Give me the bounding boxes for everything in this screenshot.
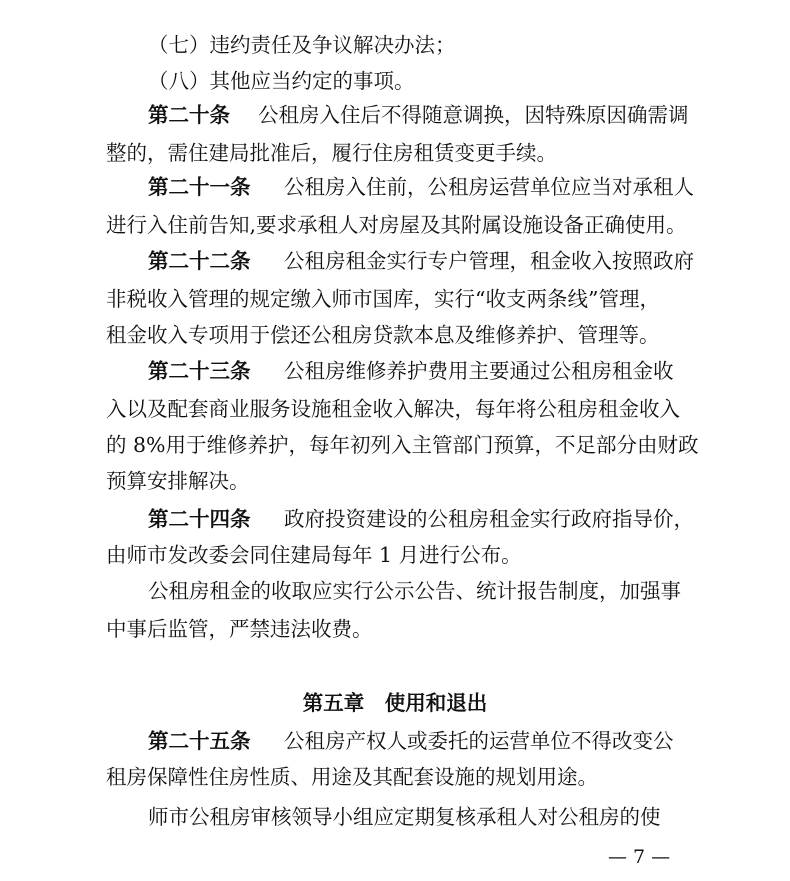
text-line: 公租房入住前，公租房运营单位应当对承租人: [284, 175, 694, 199]
text-line: 入以及配套商业服务设施租金收入解决，每年将公租房租金收入: [106, 397, 680, 421]
text-line: 公租房租金实行专户管理，租金收入按照政府: [284, 249, 694, 273]
text-line: 进行入住前告知,要求承租人对房屋及其附属设施设备正确使用。: [106, 213, 687, 237]
text-line: 整的，需住建局批准后，履行住房租赁变更手续。: [106, 141, 557, 165]
text-line: （八）其他应当约定的事项。: [148, 69, 415, 93]
text-line: 预算安排解决。: [106, 469, 250, 493]
text-line: 租金收入专项用于偿还公租房贷款本息及维修养护、管理等。: [106, 323, 660, 347]
article-label: 第二十四条: [148, 507, 251, 531]
chapter-heading: 第五章 使用和退出: [302, 691, 488, 715]
page-number: — 7 —: [608, 846, 671, 868]
text-line: 公租房产权人或委托的运营单位不得改变公: [284, 729, 674, 753]
text-line: 公租房租金的收取应实行公示公告、统计报告制度，加强事: [148, 579, 681, 603]
article-label: 第二十五条: [148, 729, 251, 753]
text-line: 师市公租房审核领导小组应定期复核承租人对公租房的使: [148, 805, 661, 829]
text-line: 公租房维修养护费用主要通过公租房租金收: [284, 359, 674, 383]
text-line: 非税收入管理的规定缴入师市国库，实行“收支两条线”管理，: [106, 287, 660, 311]
article-label: 第二十条: [148, 103, 230, 127]
text-line: （七）违约责任及争议解决办法；: [148, 33, 456, 57]
text-line: 政府投资建设的公租房租金实行政府指导价，: [284, 507, 694, 531]
article-label: 第二十二条: [148, 249, 251, 273]
article-label: 第二十一条: [148, 175, 251, 199]
text-line: 公租房入住后不得随意调换，因特殊原因确需调: [258, 103, 689, 127]
article-label: 第二十三条: [148, 359, 251, 383]
text-line: 中事后监管，严禁违法收费。: [106, 617, 373, 641]
text-line: 由师市发改委会同住建局每年 1 月进行公布。: [106, 543, 522, 567]
text-line: 的 8%用于维修养护，每年初列入主管部门预算，不足部分由财政: [106, 433, 699, 457]
text-line: 租房保障性住房性质、用途及其配套设施的规划用途。: [106, 765, 598, 789]
